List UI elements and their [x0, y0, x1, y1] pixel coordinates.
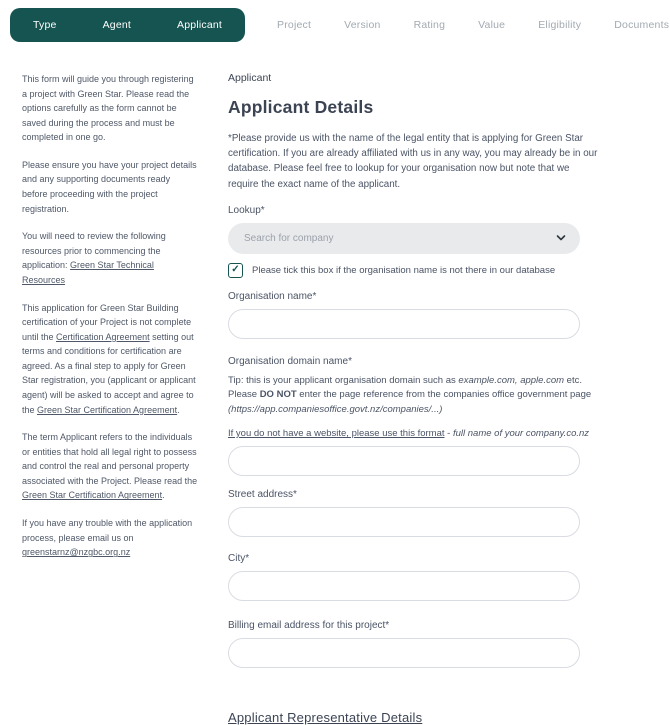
- billing-email-input[interactable]: [228, 638, 580, 668]
- sidebar-paragraph-applicant-term: [22, 430, 198, 503]
- org-not-in-database-label: Please tick this box if the organisation name is not there in our database: [252, 264, 556, 276]
- sidebar-paragraph-intro: This form will guide you through registering a project with Green Star. Please read the options carefully as the form cannot be saved during the process and must be completed in one go.: [22, 74, 194, 143]
- tab-agent[interactable]: Agent: [102, 19, 132, 31]
- format-example: full name of your company.co.nz: [452, 427, 590, 439]
- applicant-representative-heading: Applicant Representative Details: [228, 709, 423, 725]
- format-underlined-text: If you do not have a website, please use this format: [228, 427, 445, 439]
- organisation-domain-label: Organisation domain name*: [228, 355, 352, 367]
- sidebar-text: .: [177, 404, 180, 415]
- tab-eligibility[interactable]: Eligibility: [538, 19, 582, 31]
- sidebar-paragraph-prepare: Please ensure you have your project details and any supporting documents ready before proceeding with the project registration.: [22, 159, 197, 214]
- domain-tip-text: [228, 374, 600, 418]
- org-not-in-database-checkbox[interactable]: ✓: [228, 263, 243, 278]
- lookup-label: Lookup*: [228, 204, 265, 216]
- tip-text: Tip: this is your applicant organisation domain such as: [228, 374, 459, 386]
- sidebar-text: If you have any trouble with the application process, please email us on: [22, 518, 193, 543]
- lookup-placeholder: Search for company: [244, 232, 334, 244]
- tab-applicant[interactable]: Applicant: [177, 19, 223, 31]
- sidebar-paragraph-agreement: [22, 301, 198, 418]
- sidebar-text: setting out terms and conditions for certification are agreed. As a final step to apply for Green Star registration, you (applicant or applicant agent) will be asked to accept and agree to the: [22, 331, 196, 415]
- tip-do-not: DO NOT: [259, 389, 297, 401]
- intro-text: *Please provide us with the name of the legal entity that is applying for Green Star certification. If you are already affiliated with us in any way, you may already be in our database. Please feel free to lookup for your organisation now but note that we require the exact name of the applicant.: [228, 133, 598, 190]
- format-separator: -: [444, 427, 453, 439]
- organisation-name-label: Organisation name*: [228, 290, 317, 302]
- tab-type[interactable]: Type: [33, 19, 57, 31]
- organisation-name-input[interactable]: [228, 309, 580, 339]
- company-lookup-select[interactable]: [228, 223, 580, 254]
- chevron-down-icon: [556, 233, 566, 243]
- tab-rating[interactable]: Rating: [413, 19, 446, 31]
- sidebar-text: This application for Green Star Building certification of your Project is not complete until the: [22, 302, 192, 342]
- tip-line-2: [228, 388, 600, 403]
- tip-examples: example.com, apple.com: [458, 374, 565, 386]
- link-certification-agreement[interactable]: Certification Agreement: [56, 331, 150, 342]
- tip-text: Please: [228, 389, 260, 401]
- tab-project[interactable]: Project: [277, 19, 312, 31]
- link-green-star-certification-agreement[interactable]: Green Star Certification Agreement: [37, 404, 178, 415]
- domain-format-hint: [228, 428, 610, 439]
- city-input[interactable]: [228, 571, 580, 601]
- tab-documents[interactable]: Documents: [614, 19, 670, 31]
- applicant-form: [210, 48, 670, 725]
- step-label: Applicant: [228, 72, 272, 84]
- billing-email-label: Billing email address for this project*: [228, 619, 390, 631]
- instructions-sidebar: [0, 48, 210, 573]
- link-support-email[interactable]: greenstarnz@nzgbc.org.nz: [22, 547, 131, 558]
- sidebar-text: The term Applicant refers to the individuals or entities that hold all legal right to possess and control the real and personal property associated with the Project. Please read the: [22, 432, 198, 486]
- street-address-label: Street address*: [228, 488, 297, 500]
- street-address-input[interactable]: [228, 507, 580, 537]
- tip-line-1: [228, 374, 600, 389]
- tab-version[interactable]: Version: [344, 19, 381, 31]
- sidebar-paragraph-support: [22, 516, 198, 560]
- link-technical-resources[interactable]: Green Star Technical Resources: [22, 260, 154, 285]
- sidebar-text: .: [162, 490, 165, 501]
- wizard-tab-bar: [0, 0, 670, 48]
- city-label: City*: [228, 552, 250, 564]
- tip-url: (https://app.companiesoffice.govt.nz/companies/...): [228, 404, 443, 416]
- tab-value[interactable]: Value: [478, 19, 506, 31]
- org-not-in-database-row: [228, 263, 610, 278]
- page-title: Applicant Details: [228, 97, 374, 117]
- organisation-domain-input[interactable]: [228, 446, 580, 476]
- inactive-tabs-group: [277, 19, 669, 31]
- sidebar-text: You will need to review the following resources prior to commencing the application:: [22, 231, 166, 271]
- tip-text: etc.: [564, 374, 582, 386]
- tip-text: enter the page reference from the companies office government page: [296, 389, 592, 401]
- sidebar-paragraph-resources: [22, 229, 198, 287]
- active-tabs-group: [10, 8, 245, 42]
- link-green-star-certification-agreement-2[interactable]: Green Star Certification Agreement: [22, 490, 163, 501]
